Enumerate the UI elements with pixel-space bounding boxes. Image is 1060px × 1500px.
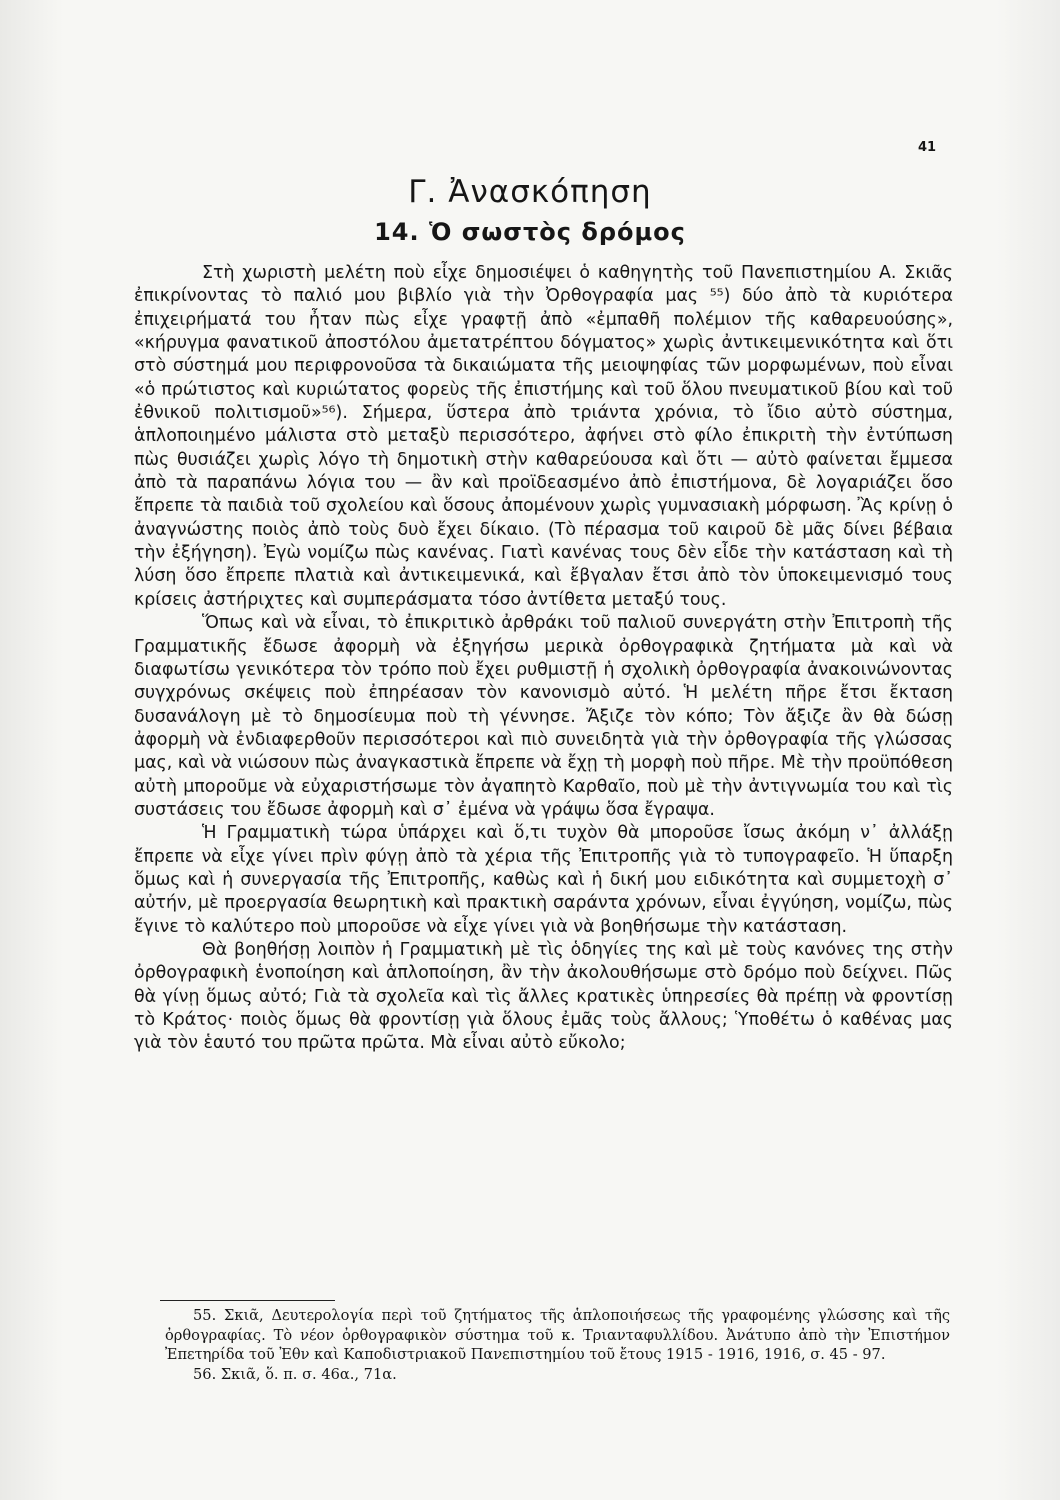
paragraph: Θὰ βοηθήσῃ λοιπὸν ἡ Γραμματικὴ μὲ τὶς ὁδηγίες της καὶ μὲ τοὺς κανόνες της στὴν ὀρθογραφικὴ ἑνοποίηση καὶ ἁπλοποίηση, ἂν τὴν ἀκολουθήσωμε στὸ δρόμο ποὺ δείχνει. Πῶς θὰ γίνῃ ὅμως αὐτό; Γιὰ τὰ σχολεῖα καὶ τὶς ἄλλες κρατικὲς ὑπηρεσίες θὰ πρέπῃ νὰ φροντίσῃ τὸ Κράτος· ποιὸς ὅμως θὰ φροντίσῃ γιὰ ὅλους ἐμᾶς τοὺς ἄλλους; Ὑποθέτω ὁ καθένας μας γιὰ τὸν ἑαυτό του πρῶτα πρῶτα. Μὰ εἶναι αὐτὸ εὔκολο; [134, 939, 953, 1054]
footnote: 55. Σκιᾶ, Δευτερολογία περὶ τοῦ ζητήματος τῆς ἁπλοποιήσεως τῆς γραφομένης γλώσσης καὶ τῆς ὀρθογραφίας. Τὸ νέον ὀρθογραφικὸν σύστημα τοῦ κ. Τριανταφυλλίδου. Ἀνάτυπο ἀπὸ τὴν Ἐπιστήμον Ἐπετηρίδα τοῦ Ἐθν καὶ Καποδιστριακοῦ Πανεπιστημίου τοῦ ἔτους 1915 - 1916, 1916, σ. 45 - 97. [165, 1307, 950, 1363]
footnote: 56. Σκιᾶ, ὅ. π. σ. 46α., 71α. [193, 1365, 397, 1383]
paragraph: Ὅπως καὶ νὰ εἶναι, τὸ ἐπικριτικὸ ἀρθράκι τοῦ παλιοῦ συνεργάτη στὴν Ἐπιτροπὴ τῆς Γραμματικῆς ἔδωσε ἀφορμὴ νὰ ἐξηγήσω μερικὰ ὀρθογραφικὰ ζητήματα μὰ καὶ νὰ διαφωτίσω γενικότερα τὸν τρόπο ποὺ ἔχει ρυθμιστῇ ἡ σχολικὴ ὀρθογραφία ἀνακοινώνοντας συγχρόνως σκέψεις ποὺ ἐπηρέασαν τὸν κανονισμὸ αὐτό. Ἡ μελέτη πῆρε ἔτσι ἔκταση δυσανάλογη μὲ τὸ δημοσίευμα ποὺ τὴ γέννησε. Ἄξιζε τὸν κόπο; Τὸν ἄξιζε ἂν θὰ δώσῃ ἀφορμὴ νὰ ἐνδιαφερθοῦν περισσότεροι καὶ πιὸ συνειδητὰ γιὰ τὴν ὀρθογραφία τῆς γλώσσας μας, καὶ νὰ νιώσουν πὼς ἀναγκαστικὰ ἔπρεπε νὰ ἔχῃ τὴ μορφὴ ποὺ πῆρε. Μὲ τὴν προϋπόθεση αὐτὴ μποροῦμε νὰ εὐχαριστήσωμε τὸν ἀγαπητὸ Καρθαῖο, ποὺ μὲ τὴν ἀντιγνωμία του καὶ τὶς συστάσεις του ἔδωσε ἀφορμὴ καὶ σ᾽ ἐμένα νὰ γράψω ὅσα ἔγραψα. [134, 613, 953, 820]
paragraph: Στὴ χωριστὴ μελέτη ποὺ εἶχε δημοσιέψει ὁ καθηγητὴς τοῦ Πανεπιστημίου Α. Σκιᾶς ἐπικρίνοντας τὸ παλιό μου βιβλίο γιὰ τὴν Ὀρθογραφία μας ⁵⁵) δύο ἀπὸ τὰ κυριότερα ἐπιχειρήματά του ἦταν πὼς εἶχε γραφτῇ ἀπὸ «ἐμπαθῆ πολέμιον τῆς καθαρευούσης», «κήρυγμα φανατικοῦ ἀποστόλου ἀμετατρέπτου δόγματος» χωρὶς ἀντικειμενικότητα καὶ ὅτι στὸ σύστημά μου περιφρονοῦσα τὰ δικαιώματα τῆς μειοψηφίας τῶν μορφωμένων, ποὺ εἶναι «ὁ πρώτιστος καὶ κυριώτατος φορεὺς τῆς ἐπιστήμης καὶ τοῦ ὅλου πνευματικοῦ βίου καὶ τοῦ ἐθνικοῦ πολιτισμοῦ»⁵⁶). Σήμερα, ὕστερα ἀπὸ τριάντα χρόνια, τὸ ἴδιο αὐτὸ σύστημα, ἁπλοποιημένο μάλιστα στὸ μεταξὺ περισσότερο, ἀφήνει στὸ φίλο ἐπικριτὴ τὴν ἐντύπωση πὼς θυσιάζει χωρὶς λόγο τὴ δημοτικὴ στὴν καθαρεύουσα καὶ ὅτι — αὐτὸ φαίνεται ἔμμεσα ἀπὸ τὰ παραπάνω λόγια του — ἂν καὶ προϊδεασμένο ἀπὸ ἐπιστήμονα, δὲ λογαριάζει ὅσο ἔπρεπε τὰ παιδιὰ τοῦ σχολείου καὶ ὅσους ἀπομένουν χωρὶς γυμνασιακὴ μόρφωση. Ἂς κρίνῃ ὁ ἀναγνώστης ποιὸς ἀπὸ τοὺς δυὸ ἔχει δίκαιο. (Τὸ πέρασμα τοῦ καιροῦ δὲ μᾶς δίνει βέβαια τὴν ἐξήγηση). Ἐγὼ νομίζω πὼς κανένας. Γιατὶ κανένας τους δὲν εἶδε τὴν κατάσταση καὶ τὴ λύση ὅσο ἔπρεπε πλατιὰ καὶ ἀντικειμενικά, καὶ ἔβγαλαν ἔτσι ἀπὸ τὸν ὑποκειμενισμό τους κρίσεις ἀστήριχτες καὶ συμπεράσματα τόσο ἀντίθετα μεταξύ τους. [134, 263, 953, 610]
chapter-title: Γ. Ἀνασκόπηση [408, 174, 652, 210]
page-number: 41 [918, 140, 937, 155]
footnotes [165, 1306, 950, 1384]
paragraph: Ἡ Γραμματικὴ τώρα ὑπάρχει καὶ ὅ,τι τυχὸν θὰ μποροῦσε ἴσως ἀκόμη ν᾽ ἀλλάξῃ ἔπρεπε νὰ εἶχε γίνει πρὶν φύγῃ ἀπὸ τὰ χέρια τῆς Ἐπιτροπῆς γιὰ τὸ τυπογραφεῖο. Ἡ ὕπαρξη ὅμως καὶ ἡ συνεργασία τῆς Ἐπιτροπῆς, καθὼς καὶ ἡ δική μου ειδικότητα καὶ συμμετοχὴ σ᾽ αὐτήν, μὲ προεργασία θεωρητικὴ καὶ πρακτικὴ σαράντα χρόνων, εἶναι ἐγγύηση, νομίζω, πὼς ἔγινε τὸ καλύτερο ποὺ μποροῦσε νὰ εἶχε γίνει γιὰ νὰ βοηθήσωμε τὴν κατάσταση. [134, 823, 953, 937]
body-text [134, 262, 953, 1056]
section-title: 14. Ὁ σωστὸς δρόμος [374, 218, 686, 246]
footnote-divider [160, 1300, 335, 1301]
